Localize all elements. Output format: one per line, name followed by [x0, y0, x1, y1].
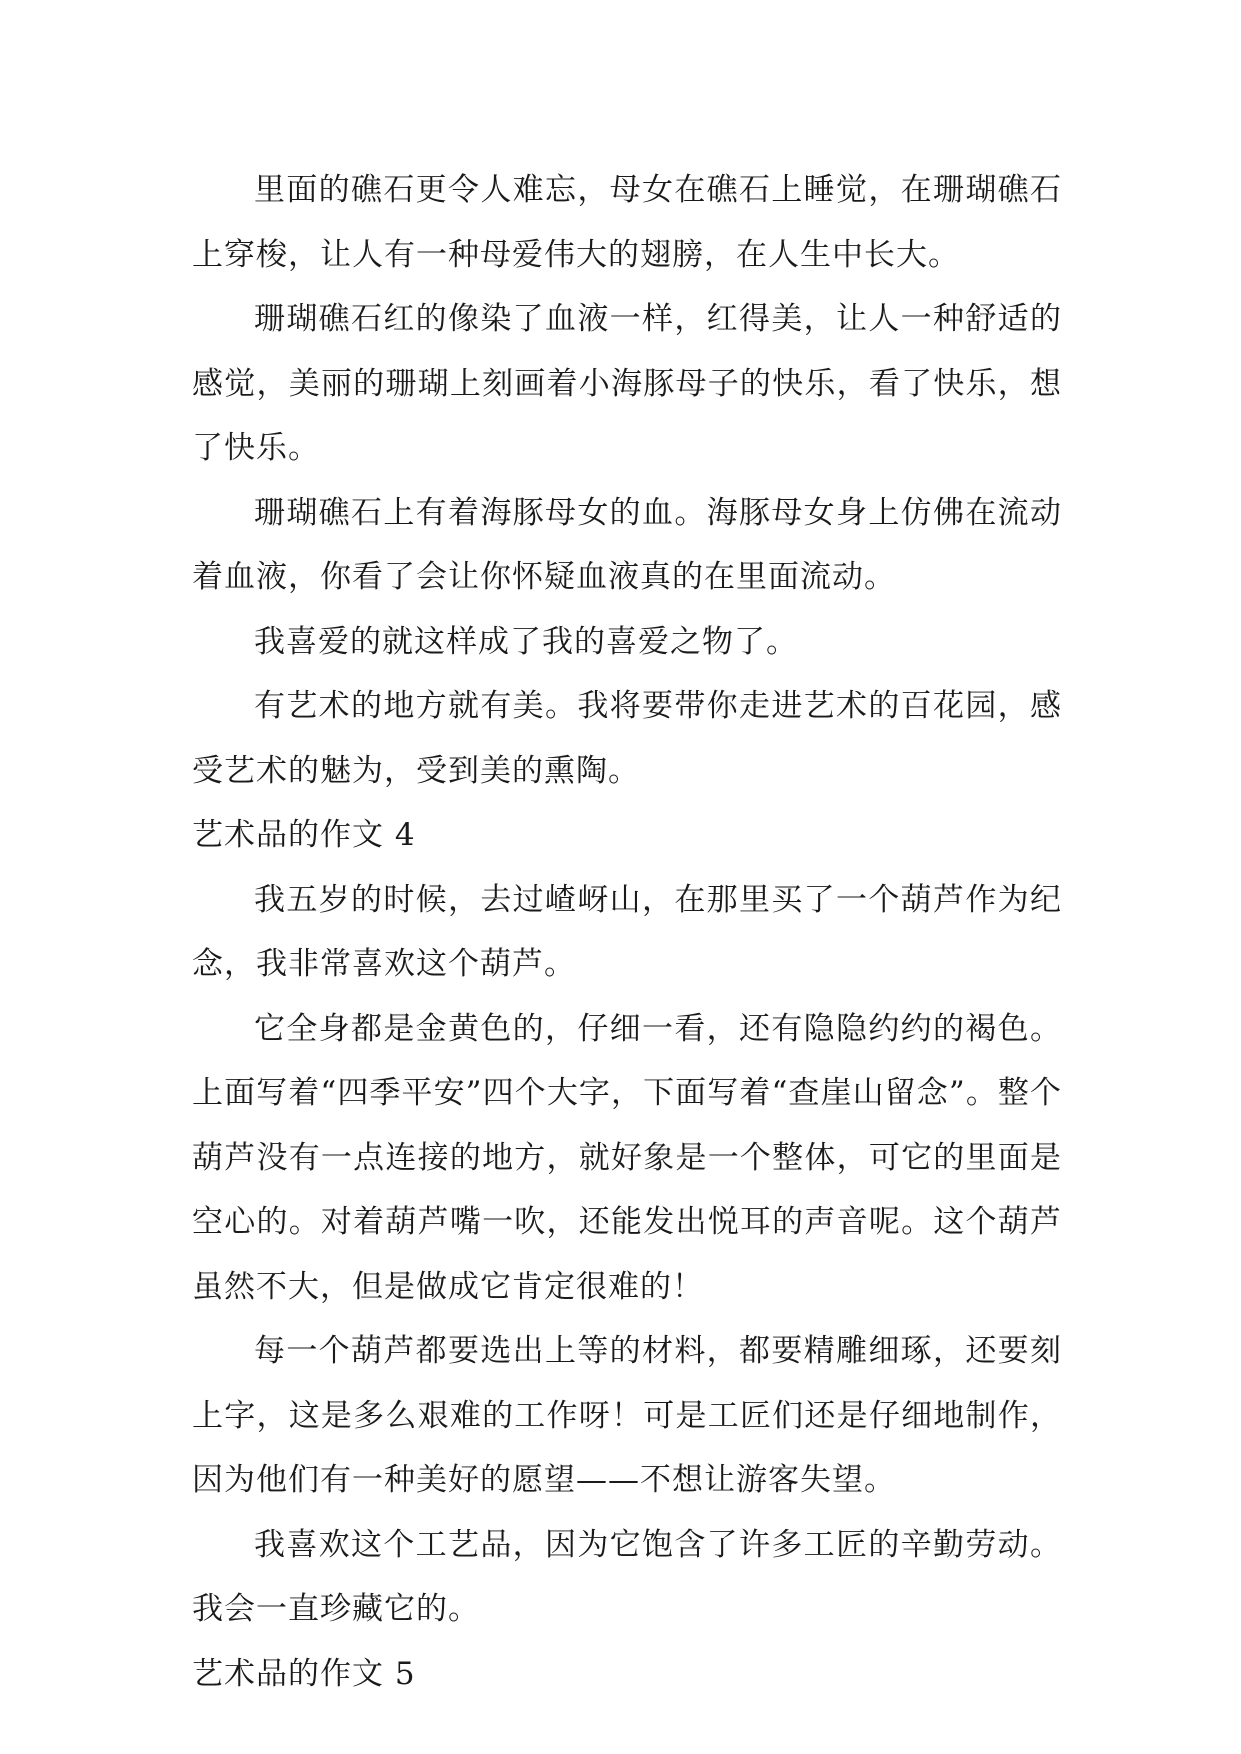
- paragraph: 我喜爱的就这样成了我的喜爱之物了。: [254, 623, 798, 660]
- paragraph: 里面的礁石更令人难忘，母女在礁石上睡觉，在珊瑚礁石上穿梭，让人有一种母爱伟大的翅膀，在人生中长大。: [192, 172, 1062, 273]
- paragraph: 我五岁的时候，去过嵖岈山，在那里买了一个葫芦作为纪念，我非常喜欢这个葫芦。: [192, 881, 1062, 982]
- section-heading: 艺术品的作文 5: [192, 1655, 416, 1692]
- paragraph: 珊瑚礁石红的像染了血液一样，红得美，让人一种舒适的感觉，美丽的珊瑚上刻画着小海豚母子的快乐，看了快乐，想了快乐。: [192, 301, 1062, 466]
- paragraph: 我喜欢这个工艺品，因为它饱含了许多工匠的辛勤劳动。我会一直珍藏它的。: [192, 1526, 1062, 1627]
- document-body: [192, 158, 1062, 1706]
- paragraph: 它全身都是金黄色的，仔细一看，还有隐隐约约的褐色。上面写着“四季平安”四个大字，下面写着“查崖山留念”。整个葫芦没有一点连接的地方，就好象是一个整体，可它的里面是空心的。对着葫芦嘴一吹，还能发出悦耳的声音呢。这个葫芦虽然不大，但是做成它肯定很难的！: [192, 1010, 1062, 1305]
- section-heading: 艺术品的作文 4: [192, 817, 416, 853]
- paragraph: 有艺术的地方就有美。我将要带你走进艺术的百花园，感受艺术的魅为，受到美的熏陶。: [192, 688, 1062, 789]
- paragraph: 每一个葫芦都要选出上等的材料，都要精雕细琢，还要刻上字，这是多么艰难的工作呀！可是工匠们还是仔细地制作，因为他们有一种美好的愿望——不想让游客失望。: [192, 1333, 1062, 1498]
- paragraph: 珊瑚礁石上有着海豚母女的血。海豚母女身上仿佛在流动着血液，你看了会让你怀疑血液真的在里面流动。: [192, 494, 1062, 595]
